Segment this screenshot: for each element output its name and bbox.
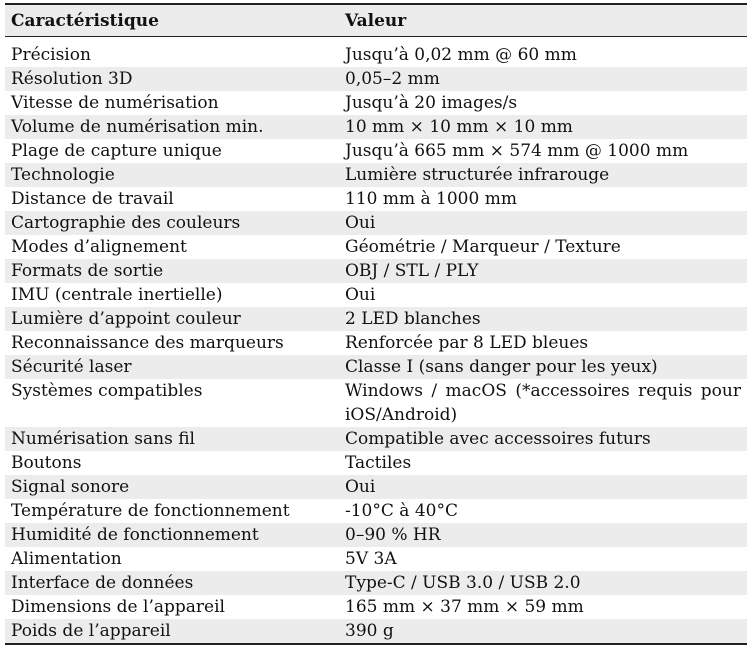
- table-row: [5, 595, 747, 619]
- table-row: [5, 523, 747, 547]
- characteristic-cell: Interface de données: [11, 573, 194, 593]
- header-characteristic: Caractéristique: [11, 10, 159, 31]
- characteristic-cell: Reconnaissance des marqueurs: [11, 333, 284, 353]
- characteristic-cell: Boutons: [11, 453, 82, 473]
- value-cell: Oui: [345, 213, 376, 233]
- value-cell: Géométrie / Marqueur / Texture: [345, 237, 621, 257]
- characteristic-cell: Dimensions de l’appareil: [11, 597, 225, 617]
- table-row: [5, 115, 747, 139]
- characteristic-cell: Volume de numérisation min.: [11, 117, 264, 137]
- table-row: [5, 283, 747, 307]
- table-row: [5, 427, 747, 451]
- table-row: [5, 235, 747, 259]
- characteristic-cell: Alimentation: [11, 549, 122, 569]
- characteristic-cell: Précision: [11, 45, 91, 65]
- characteristic-cell: Distance de travail: [11, 189, 174, 209]
- spec-table: [5, 3, 747, 645]
- value-cell: Tactiles: [345, 453, 412, 473]
- value-cell: Lumière structurée infrarouge: [345, 165, 610, 185]
- value-cell: 2 LED blanches: [345, 309, 481, 329]
- characteristic-cell: Vitesse de numérisation: [11, 93, 219, 113]
- table-row: [5, 139, 747, 163]
- table-header: [5, 4, 747, 37]
- table-row: [5, 307, 747, 331]
- value-cell: Windows / macOS (*accessoires requis pour iOS/Android): [345, 381, 741, 425]
- value-cell: Type-C / USB 3.0 / USB 2.0: [345, 573, 581, 593]
- table-row: [5, 163, 747, 187]
- table-row: [5, 91, 747, 115]
- value-cell: 165 mm × 37 mm × 59 mm: [345, 597, 584, 617]
- table-row: [5, 211, 747, 235]
- characteristic-cell: IMU (centrale inertielle): [11, 285, 223, 305]
- characteristic-cell: Modes d’alignement: [11, 237, 187, 257]
- value-cell: 10 mm × 10 mm × 10 mm: [345, 117, 573, 137]
- characteristic-cell: Lumière d’appoint couleur: [11, 309, 241, 329]
- value-cell: 0,05–2 mm: [345, 69, 440, 89]
- table-row: [5, 379, 747, 427]
- table-row: [5, 499, 747, 523]
- table-row: [5, 37, 747, 68]
- value-cell: Renforcée par 8 LED bleues: [345, 333, 589, 353]
- table-row: [5, 547, 747, 571]
- table-row: [5, 451, 747, 475]
- characteristic-cell: Formats de sortie: [11, 261, 164, 281]
- characteristic-cell: Technologie: [11, 165, 115, 185]
- characteristic-cell: Numérisation sans fil: [11, 429, 195, 449]
- table-row: [5, 187, 747, 211]
- value-cell: Jusqu’à 20 images/s: [345, 93, 518, 113]
- table-row: [5, 571, 747, 595]
- table-row: [5, 475, 747, 499]
- characteristic-cell: Température de fonctionnement: [11, 501, 290, 521]
- table-row: [5, 259, 747, 283]
- value-cell: Oui: [345, 285, 376, 305]
- characteristic-cell: Signal sonore: [11, 477, 130, 497]
- value-cell: Jusqu’à 0,02 mm @ 60 mm: [345, 45, 577, 65]
- value-cell: 5V 3A: [345, 549, 397, 569]
- value-cell: 0–90 % HR: [345, 525, 441, 545]
- value-cell: -10°C à 40°C: [345, 501, 458, 521]
- value-cell: Classe I (sans danger pour les yeux): [345, 357, 658, 377]
- value-cell: 110 mm à 1000 mm: [345, 189, 517, 209]
- header-value: Valeur: [345, 10, 407, 31]
- characteristic-cell: Plage de capture unique: [11, 141, 222, 161]
- characteristic-cell: Humidité de fonctionnement: [11, 525, 259, 545]
- value-cell: Compatible avec accessoires futurs: [345, 429, 651, 449]
- table-body: [5, 37, 747, 645]
- value-cell: OBJ / STL / PLY: [345, 261, 479, 281]
- characteristic-cell: Cartographie des couleurs: [11, 213, 241, 233]
- table-row: [5, 619, 747, 644]
- characteristic-cell: Poids de l’appareil: [11, 621, 171, 641]
- value-cell: 390 g: [345, 621, 394, 641]
- table-row: [5, 355, 747, 379]
- value-cell: Oui: [345, 477, 376, 497]
- characteristic-cell: Sécurité laser: [11, 357, 132, 377]
- value-cell: Jusqu’à 665 mm × 574 mm @ 1000 mm: [345, 141, 689, 161]
- table-row: [5, 331, 747, 355]
- characteristic-cell: Systèmes compatibles: [11, 381, 203, 401]
- characteristic-cell: Résolution 3D: [11, 69, 133, 89]
- table-row: [5, 67, 747, 91]
- header-row: [5, 4, 747, 37]
